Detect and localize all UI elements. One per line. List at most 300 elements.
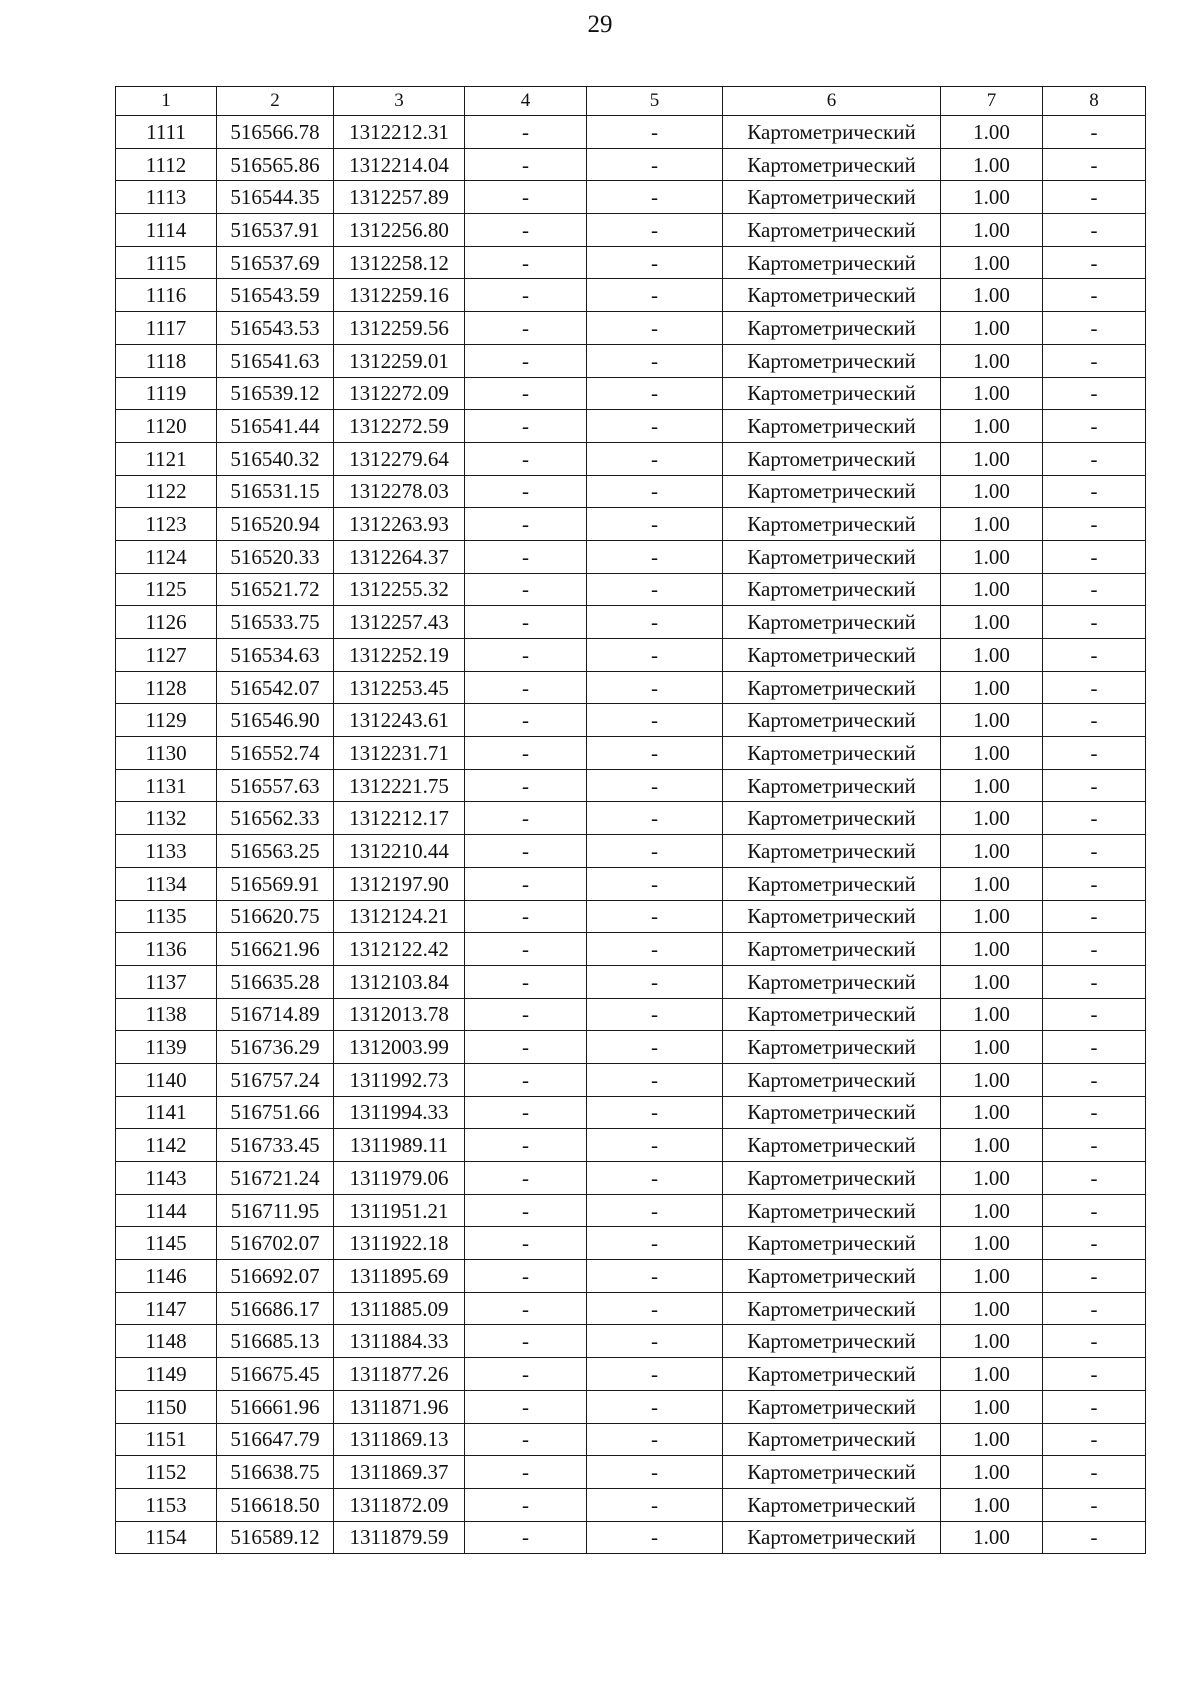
cell-point-number: 1144 (116, 1194, 217, 1227)
cell-coord-y: 1312214.04 (334, 148, 465, 181)
cell-col5-value: - (587, 148, 723, 181)
cell-col4-value: - (465, 1063, 587, 1096)
cell-col8-value: - (1043, 181, 1146, 214)
cell-coord-y: 1312257.89 (334, 181, 465, 214)
cell-accuracy: 1.00 (941, 1292, 1043, 1325)
cell-col5-value: - (587, 835, 723, 868)
cell-col8-value: - (1043, 802, 1146, 835)
cell-point-number: 1124 (116, 540, 217, 573)
cell-point-number: 1152 (116, 1456, 217, 1489)
cell-col4-value: - (465, 475, 587, 508)
column-header-2: 2 (217, 87, 334, 116)
table-row (116, 410, 1146, 443)
table-row (116, 1488, 1146, 1521)
cell-point-number: 1118 (116, 344, 217, 377)
cell-point-number: 1136 (116, 933, 217, 966)
cell-accuracy: 1.00 (941, 573, 1043, 606)
cell-point-number: 1121 (116, 442, 217, 475)
cell-coord-x: 516757.24 (217, 1063, 334, 1096)
cell-coord-y: 1312263.93 (334, 508, 465, 541)
cell-accuracy: 1.00 (941, 1129, 1043, 1162)
cell-col8-value: - (1043, 1031, 1146, 1064)
cell-col5-value: - (587, 1260, 723, 1293)
cell-method: Картометрический (723, 1162, 941, 1195)
cell-method: Картометрический (723, 1031, 941, 1064)
cell-col4-value: - (465, 1456, 587, 1489)
table-row (116, 279, 1146, 312)
cell-col5-value: - (587, 540, 723, 573)
cell-col8-value: - (1043, 279, 1146, 312)
cell-col4-value: - (465, 639, 587, 672)
cell-col5-value: - (587, 1227, 723, 1260)
cell-col8-value: - (1043, 1292, 1146, 1325)
cell-method: Картометрический (723, 835, 941, 868)
cell-accuracy: 1.00 (941, 410, 1043, 443)
cell-coord-x: 516618.50 (217, 1488, 334, 1521)
cell-col5-value: - (587, 1358, 723, 1391)
cell-coord-x: 516543.59 (217, 279, 334, 312)
cell-method: Картометрический (723, 965, 941, 998)
table-row (116, 475, 1146, 508)
cell-col8-value: - (1043, 965, 1146, 998)
cell-coord-x: 516569.91 (217, 867, 334, 900)
cell-coord-y: 1311989.11 (334, 1129, 465, 1162)
cell-method: Картометрический (723, 769, 941, 802)
cell-col4-value: - (465, 1031, 587, 1064)
cell-col5-value: - (587, 671, 723, 704)
cell-col4-value: - (465, 344, 587, 377)
cell-col8-value: - (1043, 508, 1146, 541)
cell-method: Картометрический (723, 867, 941, 900)
cell-point-number: 1148 (116, 1325, 217, 1358)
cell-col5-value: - (587, 900, 723, 933)
cell-col5-value: - (587, 1390, 723, 1423)
cell-method: Картометрический (723, 802, 941, 835)
cell-col8-value: - (1043, 1194, 1146, 1227)
cell-accuracy: 1.00 (941, 508, 1043, 541)
cell-coord-y: 1311877.26 (334, 1358, 465, 1391)
cell-method: Картометрический (723, 1292, 941, 1325)
cell-accuracy: 1.00 (941, 802, 1043, 835)
cell-point-number: 1147 (116, 1292, 217, 1325)
cell-col8-value: - (1043, 900, 1146, 933)
cell-point-number: 1141 (116, 1096, 217, 1129)
cell-col5-value: - (587, 181, 723, 214)
cell-col4-value: - (465, 933, 587, 966)
cell-coord-x: 516520.94 (217, 508, 334, 541)
cell-col4-value: - (465, 1260, 587, 1293)
cell-col5-value: - (587, 279, 723, 312)
cell-point-number: 1114 (116, 214, 217, 247)
cell-col8-value: - (1043, 1227, 1146, 1260)
cell-col5-value: - (587, 1423, 723, 1456)
cell-coord-y: 1312272.59 (334, 410, 465, 443)
cell-col5-value: - (587, 344, 723, 377)
cell-coord-x: 516702.07 (217, 1227, 334, 1260)
cell-point-number: 1128 (116, 671, 217, 704)
cell-coord-y: 1312256.80 (334, 214, 465, 247)
cell-col8-value: - (1043, 246, 1146, 279)
cell-col4-value: - (465, 1488, 587, 1521)
cell-point-number: 1122 (116, 475, 217, 508)
cell-coord-x: 516537.91 (217, 214, 334, 247)
cell-coord-y: 1312013.78 (334, 998, 465, 1031)
cell-point-number: 1143 (116, 1162, 217, 1195)
cell-accuracy: 1.00 (941, 475, 1043, 508)
cell-method: Картометрический (723, 606, 941, 639)
table-row (116, 1096, 1146, 1129)
table-row (116, 1063, 1146, 1096)
cell-coord-y: 1311992.73 (334, 1063, 465, 1096)
table-row (116, 1390, 1146, 1423)
cell-coord-y: 1311879.59 (334, 1521, 465, 1554)
cell-method: Картометрический (723, 900, 941, 933)
cell-coord-x: 516736.29 (217, 1031, 334, 1064)
cell-coord-x: 516621.96 (217, 933, 334, 966)
cell-method: Картометрический (723, 279, 941, 312)
cell-col5-value: - (587, 442, 723, 475)
cell-col4-value: - (465, 867, 587, 900)
cell-point-number: 1133 (116, 835, 217, 868)
cell-coord-y: 1312212.17 (334, 802, 465, 835)
cell-col4-value: - (465, 279, 587, 312)
cell-col8-value: - (1043, 377, 1146, 410)
table-row (116, 998, 1146, 1031)
cell-accuracy: 1.00 (941, 737, 1043, 770)
cell-accuracy: 1.00 (941, 933, 1043, 966)
table-body (116, 116, 1146, 1554)
cell-coord-y: 1312259.01 (334, 344, 465, 377)
cell-method: Картометрический (723, 573, 941, 606)
cell-coord-y: 1312122.42 (334, 933, 465, 966)
cell-accuracy: 1.00 (941, 214, 1043, 247)
cell-coord-x: 516557.63 (217, 769, 334, 802)
cell-col4-value: - (465, 1390, 587, 1423)
cell-col5-value: - (587, 639, 723, 672)
table-row (116, 442, 1146, 475)
cell-col5-value: - (587, 312, 723, 345)
cell-method: Картометрический (723, 508, 941, 541)
cell-method: Картометрический (723, 1227, 941, 1260)
cell-coord-x: 516531.15 (217, 475, 334, 508)
cell-coord-x: 516543.53 (217, 312, 334, 345)
cell-col8-value: - (1043, 573, 1146, 606)
cell-accuracy: 1.00 (941, 1488, 1043, 1521)
table-row (116, 737, 1146, 770)
cell-coord-y: 1311871.96 (334, 1390, 465, 1423)
cell-col5-value: - (587, 802, 723, 835)
cell-coord-x: 516533.75 (217, 606, 334, 639)
cell-method: Картометрический (723, 1390, 941, 1423)
cell-point-number: 1129 (116, 704, 217, 737)
cell-coord-x: 516620.75 (217, 900, 334, 933)
cell-point-number: 1119 (116, 377, 217, 410)
cell-accuracy: 1.00 (941, 1423, 1043, 1456)
cell-point-number: 1137 (116, 965, 217, 998)
cell-accuracy: 1.00 (941, 1456, 1043, 1489)
cell-col4-value: - (465, 1325, 587, 1358)
cell-col4-value: - (465, 214, 587, 247)
cell-coord-y: 1312252.19 (334, 639, 465, 672)
cell-col8-value: - (1043, 867, 1146, 900)
cell-col5-value: - (587, 377, 723, 410)
table-header-row (116, 87, 1146, 116)
cell-col4-value: - (465, 1227, 587, 1260)
cell-col5-value: - (587, 1063, 723, 1096)
table-row (116, 377, 1146, 410)
cell-method: Картометрический (723, 312, 941, 345)
cell-col5-value: - (587, 1194, 723, 1227)
page-number: 29 (587, 11, 613, 38)
table-row (116, 1423, 1146, 1456)
table-row (116, 900, 1146, 933)
cell-col4-value: - (465, 312, 587, 345)
cell-col5-value: - (587, 475, 723, 508)
cell-col8-value: - (1043, 769, 1146, 802)
cell-col5-value: - (587, 867, 723, 900)
cell-col4-value: - (465, 116, 587, 149)
cell-col5-value: - (587, 1031, 723, 1064)
cell-col4-value: - (465, 377, 587, 410)
cell-coord-x: 516541.44 (217, 410, 334, 443)
cell-coord-y: 1312197.90 (334, 867, 465, 900)
cell-coord-x: 516563.25 (217, 835, 334, 868)
cell-accuracy: 1.00 (941, 246, 1043, 279)
cell-coord-y: 1311885.09 (334, 1292, 465, 1325)
cell-col8-value: - (1043, 1488, 1146, 1521)
cell-point-number: 1135 (116, 900, 217, 933)
cell-coord-x: 516521.72 (217, 573, 334, 606)
cell-coord-y: 1312257.43 (334, 606, 465, 639)
cell-coord-y: 1312221.75 (334, 769, 465, 802)
cell-col5-value: - (587, 1521, 723, 1554)
cell-coord-y: 1312264.37 (334, 540, 465, 573)
table-row (116, 508, 1146, 541)
cell-col4-value: - (465, 1129, 587, 1162)
cell-method: Картометрический (723, 148, 941, 181)
table-row (116, 1521, 1146, 1554)
cell-col8-value: - (1043, 1423, 1146, 1456)
cell-coord-x: 516721.24 (217, 1162, 334, 1195)
cell-col5-value: - (587, 998, 723, 1031)
cell-col8-value: - (1043, 214, 1146, 247)
cell-col8-value: - (1043, 475, 1146, 508)
cell-coord-x: 516565.86 (217, 148, 334, 181)
cell-accuracy: 1.00 (941, 639, 1043, 672)
coordinates-table (115, 86, 1146, 1554)
cell-method: Картометрический (723, 998, 941, 1031)
cell-accuracy: 1.00 (941, 867, 1043, 900)
cell-coord-y: 1312212.31 (334, 116, 465, 149)
table-row (116, 148, 1146, 181)
cell-col4-value: - (465, 1292, 587, 1325)
cell-coord-y: 1312259.56 (334, 312, 465, 345)
cell-method: Картометрический (723, 639, 941, 672)
cell-coord-y: 1311884.33 (334, 1325, 465, 1358)
cell-accuracy: 1.00 (941, 279, 1043, 312)
cell-coord-x: 516541.63 (217, 344, 334, 377)
cell-col4-value: - (465, 1423, 587, 1456)
table-row (116, 214, 1146, 247)
cell-col4-value: - (465, 704, 587, 737)
cell-accuracy: 1.00 (941, 900, 1043, 933)
table-row (116, 639, 1146, 672)
table-row (116, 181, 1146, 214)
cell-coord-y: 1311872.09 (334, 1488, 465, 1521)
cell-col5-value: - (587, 965, 723, 998)
cell-coord-y: 1312243.61 (334, 704, 465, 737)
cell-col4-value: - (465, 181, 587, 214)
cell-accuracy: 1.00 (941, 1325, 1043, 1358)
cell-col8-value: - (1043, 1096, 1146, 1129)
cell-point-number: 1131 (116, 769, 217, 802)
cell-point-number: 1153 (116, 1488, 217, 1521)
column-header-3: 3 (334, 87, 465, 116)
column-header-5: 5 (587, 87, 723, 116)
cell-coord-y: 1311979.06 (334, 1162, 465, 1195)
cell-accuracy: 1.00 (941, 965, 1043, 998)
cell-accuracy: 1.00 (941, 312, 1043, 345)
cell-coord-x: 516552.74 (217, 737, 334, 770)
cell-method: Картометрический (723, 1096, 941, 1129)
cell-method: Картометрический (723, 1521, 941, 1554)
cell-coord-x: 516635.28 (217, 965, 334, 998)
cell-col8-value: - (1043, 344, 1146, 377)
cell-method: Картометрический (723, 377, 941, 410)
table-row (116, 1227, 1146, 1260)
cell-col4-value: - (465, 246, 587, 279)
cell-coord-y: 1312103.84 (334, 965, 465, 998)
cell-col4-value: - (465, 1096, 587, 1129)
cell-col5-value: - (587, 1292, 723, 1325)
cell-col8-value: - (1043, 1521, 1146, 1554)
table-row (116, 116, 1146, 149)
cell-accuracy: 1.00 (941, 1227, 1043, 1260)
cell-method: Картометрический (723, 1456, 941, 1489)
cell-coord-x: 516711.95 (217, 1194, 334, 1227)
cell-point-number: 1150 (116, 1390, 217, 1423)
cell-accuracy: 1.00 (941, 344, 1043, 377)
cell-col4-value: - (465, 508, 587, 541)
cell-method: Картометрический (723, 704, 941, 737)
cell-coord-y: 1311869.37 (334, 1456, 465, 1489)
cell-accuracy: 1.00 (941, 148, 1043, 181)
cell-coord-y: 1312210.44 (334, 835, 465, 868)
cell-accuracy: 1.00 (941, 704, 1043, 737)
cell-accuracy: 1.00 (941, 377, 1043, 410)
table-row (116, 1194, 1146, 1227)
cell-col8-value: - (1043, 639, 1146, 672)
cell-coord-x: 516714.89 (217, 998, 334, 1031)
cell-coord-y: 1312259.16 (334, 279, 465, 312)
cell-col4-value: - (465, 900, 587, 933)
cell-col5-value: - (587, 704, 723, 737)
cell-col8-value: - (1043, 1162, 1146, 1195)
table-row (116, 573, 1146, 606)
cell-point-number: 1139 (116, 1031, 217, 1064)
cell-accuracy: 1.00 (941, 835, 1043, 868)
cell-coord-y: 1312272.09 (334, 377, 465, 410)
cell-method: Картометрический (723, 1423, 941, 1456)
cell-accuracy: 1.00 (941, 1390, 1043, 1423)
table-row (116, 1260, 1146, 1293)
table-row (116, 704, 1146, 737)
cell-accuracy: 1.00 (941, 1260, 1043, 1293)
cell-col5-value: - (587, 1456, 723, 1489)
table-row (116, 867, 1146, 900)
cell-coord-y: 1312279.64 (334, 442, 465, 475)
cell-coord-x: 516520.33 (217, 540, 334, 573)
column-header-1: 1 (116, 87, 217, 116)
cell-col4-value: - (465, 148, 587, 181)
table-row (116, 671, 1146, 704)
cell-method: Картометрический (723, 344, 941, 377)
cell-coord-y: 1312255.32 (334, 573, 465, 606)
cell-accuracy: 1.00 (941, 998, 1043, 1031)
cell-col5-value: - (587, 606, 723, 639)
cell-coord-x: 516566.78 (217, 116, 334, 149)
cell-coord-y: 1312003.99 (334, 1031, 465, 1064)
column-header-8: 8 (1043, 87, 1146, 116)
cell-method: Картометрический (723, 214, 941, 247)
cell-method: Картометрический (723, 442, 941, 475)
cell-point-number: 1125 (116, 573, 217, 606)
table-row (116, 835, 1146, 868)
cell-method: Картометрический (723, 410, 941, 443)
cell-col8-value: - (1043, 835, 1146, 868)
cell-col4-value: - (465, 835, 587, 868)
table-row (116, 246, 1146, 279)
cell-accuracy: 1.00 (941, 1063, 1043, 1096)
cell-point-number: 1130 (116, 737, 217, 770)
cell-col5-value: - (587, 116, 723, 149)
table-row (116, 1358, 1146, 1391)
cell-col4-value: - (465, 410, 587, 443)
cell-col4-value: - (465, 442, 587, 475)
cell-coord-x: 516539.12 (217, 377, 334, 410)
cell-accuracy: 1.00 (941, 606, 1043, 639)
cell-coord-x: 516661.96 (217, 1390, 334, 1423)
cell-point-number: 1154 (116, 1521, 217, 1554)
cell-accuracy: 1.00 (941, 769, 1043, 802)
cell-col5-value: - (587, 933, 723, 966)
cell-coord-x: 516692.07 (217, 1260, 334, 1293)
cell-col8-value: - (1043, 671, 1146, 704)
cell-col5-value: - (587, 214, 723, 247)
cell-point-number: 1111 (116, 116, 217, 149)
cell-col8-value: - (1043, 1129, 1146, 1162)
cell-coord-x: 516638.75 (217, 1456, 334, 1489)
cell-point-number: 1115 (116, 246, 217, 279)
cell-col4-value: - (465, 573, 587, 606)
table-row (116, 1325, 1146, 1358)
cell-method: Картометрический (723, 1063, 941, 1096)
cell-col4-value: - (465, 671, 587, 704)
cell-point-number: 1116 (116, 279, 217, 312)
cell-coord-x: 516751.66 (217, 1096, 334, 1129)
cell-coord-x: 516675.45 (217, 1358, 334, 1391)
cell-col4-value: - (465, 540, 587, 573)
cell-point-number: 1134 (116, 867, 217, 900)
cell-method: Картометрический (723, 1325, 941, 1358)
table-row (116, 540, 1146, 573)
cell-col8-value: - (1043, 312, 1146, 345)
table-row (116, 312, 1146, 345)
cell-coord-x: 516537.69 (217, 246, 334, 279)
cell-col8-value: - (1043, 606, 1146, 639)
table-row (116, 1292, 1146, 1325)
cell-coord-y: 1311994.33 (334, 1096, 465, 1129)
